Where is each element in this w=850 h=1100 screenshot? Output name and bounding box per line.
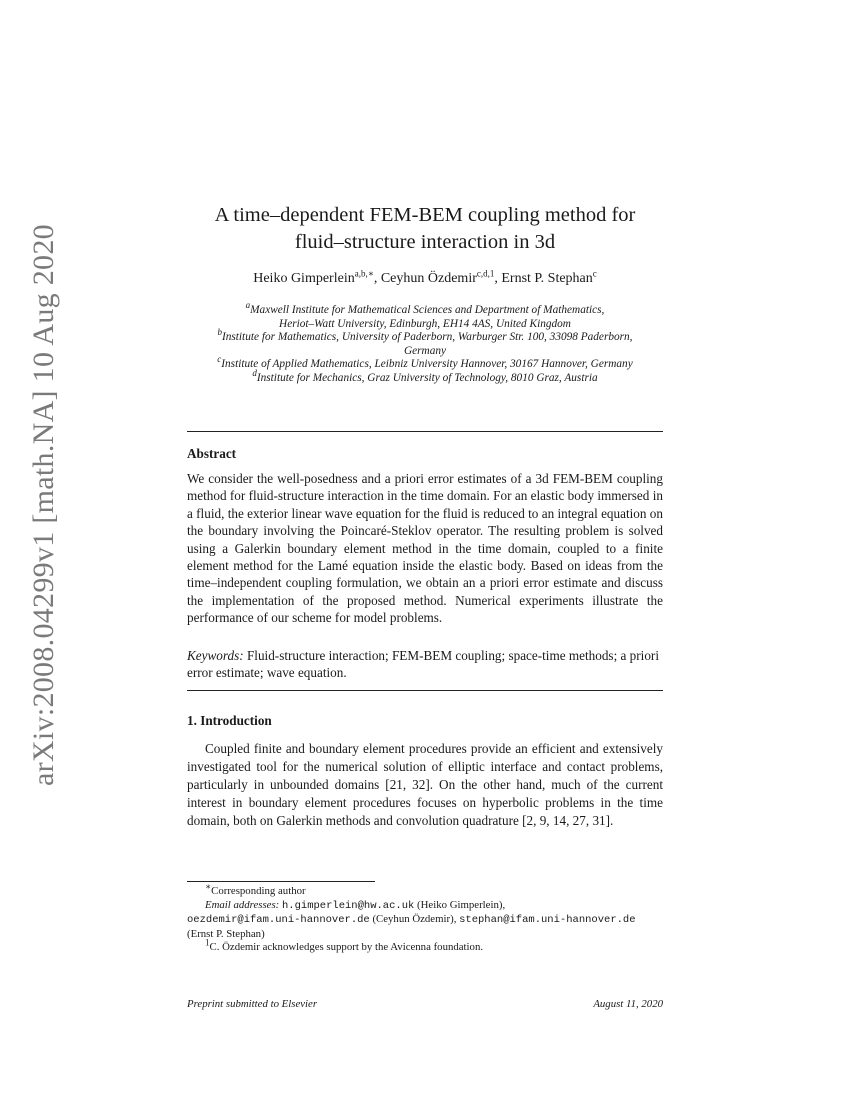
footnote-mark: ∗ — [205, 881, 212, 892]
affiliation-line — [170, 300, 680, 318]
affil-text: Heriot–Watt University, Edinburgh, EH14 4AS, United Kingdom — [279, 317, 571, 330]
affiliation-line — [170, 327, 680, 345]
affil-text: Institute for Mathematics, University of Paderborn, Warburger Str. 100, 33098 Paderborn, — [221, 331, 633, 343]
author-affil-mark: c,d,1 — [476, 268, 495, 279]
footnote-emails-cont — [187, 928, 667, 942]
abstract-top-rule — [187, 431, 663, 432]
email-link[interactable]: oezdemir@ifam.uni-hannover.de — [187, 914, 370, 926]
affiliation-line — [170, 367, 680, 386]
preprint-note: Preprint submitted to Elsevier — [187, 998, 318, 1010]
author-affil-mark: a,b,∗ — [354, 268, 374, 279]
footnote-emails — [187, 899, 667, 914]
affil-text: Institute for Mechanics, Graz University of Technology, 8010 Graz, Austria — [256, 371, 598, 384]
footnote-text: C. Özdemir acknowledges support by the Avicenna foundation. — [209, 941, 484, 953]
affil-mark: b — [217, 327, 222, 338]
email-link[interactable]: h.gimperlein@hw.ac.uk — [281, 899, 415, 912]
footnote-mark: 1 — [205, 937, 210, 948]
author-affil-mark: c — [592, 268, 597, 279]
abstract-bottom-rule — [187, 690, 663, 691]
affil-mark: c — [217, 354, 222, 365]
footnote-corresponding — [187, 881, 667, 899]
author-list: Heiko Gimperlein$^{a,b,∗}$, Ceyhun Özdemir$^{c,d,1}$, Ernst P. Stephan$^c$ — [253, 268, 597, 286]
footnote-rule — [187, 881, 375, 882]
footnote-1 — [187, 937, 667, 955]
affil-text: Maxwell Institute for Mathematical Sciences and Department of Mathematics, — [250, 304, 605, 316]
footnotes — [187, 881, 667, 955]
affil-text: Germany — [403, 344, 447, 357]
footnote-emails-cont — [187, 913, 667, 928]
affil-mark: d — [252, 367, 257, 378]
email-owner: (Ceyhun Özdemir), — [372, 913, 457, 925]
affil-mark: a — [245, 300, 251, 311]
title-line-2: fluid–structure interaction in 3d — [294, 231, 556, 253]
email-owner: (Ernst P. Stephan) — [187, 927, 265, 940]
author-name: Ceyhun Özdemir — [380, 271, 477, 286]
keywords-label: Keywords: — [187, 648, 244, 663]
keywords-text: Fluid-structure interaction; FEM-BEM coupling; space-time methods; a priori error estimate; wave equation. — [187, 648, 659, 681]
affiliation-line — [170, 354, 680, 372]
introduction-paragraph: Coupled finite and boundary element procedures provide an efficient and extensively investigated tool for the numerical solution of elliptic interface and contact problems, particularly in unbounded domains [21, 32]. On the other hand, much of the current interest in boundary element procedures focuses on hyperbolic problems in the time domain, both on Galerkin methods and convolution quadrature [2, 9, 14, 27, 31]. — [187, 741, 663, 829]
author-name: Ernst P. Stephan — [501, 271, 593, 286]
title-line-1: A time–dependent FEM-BEM coupling method for — [214, 204, 636, 226]
abstract-text: We consider the well-posedness and a priori error estimates of a 3d FEM-BEM coupling method for fluid-structure interaction in the time domain. For an elastic body immersed in a fluid, the exterior linear wave equation for the fluid is reduced to an integral equation on the boundary involving the Poincaré-Steklov operator. The resulting problem is solved using a Galerkin boundary element method in the time domain, coupled to a finite element method for the Lamé equation inside the elastic body. Based on ideas from the time–independent coupling formulation, we obtain an a priori error estimate and discuss the implementation of the proposed method. Numerical experiments illustrate the performance of our scheme for model problems. — [187, 471, 663, 626]
email-label: Email addresses: — [205, 898, 280, 911]
keywords — [187, 647, 663, 682]
section-heading-introduction: 1. Introduction — [187, 713, 272, 728]
paper-title — [150, 202, 700, 256]
footnote-text: Corresponding author — [211, 885, 306, 897]
preprint-date: August 11, 2020 — [593, 998, 663, 1010]
email-owner: (Heiko Gimperlein), — [417, 898, 506, 911]
email-link[interactable]: stephan@ifam.uni-hannover.de — [459, 914, 636, 926]
affiliation-line — [170, 345, 680, 359]
arxiv-identifier-stamp: arXiv:2008.04299v1 [math.NA] 10 Aug 2020 — [27, 224, 60, 786]
affil-text: Institute of Applied Mathematics, Leibniz University Hannover, 30167 Hannover, Germany — [221, 358, 633, 370]
affiliations — [170, 300, 680, 385]
abstract-heading: Abstract — [187, 446, 237, 461]
affiliation-line — [170, 318, 680, 332]
author-name: Heiko Gimperlein — [253, 271, 355, 286]
